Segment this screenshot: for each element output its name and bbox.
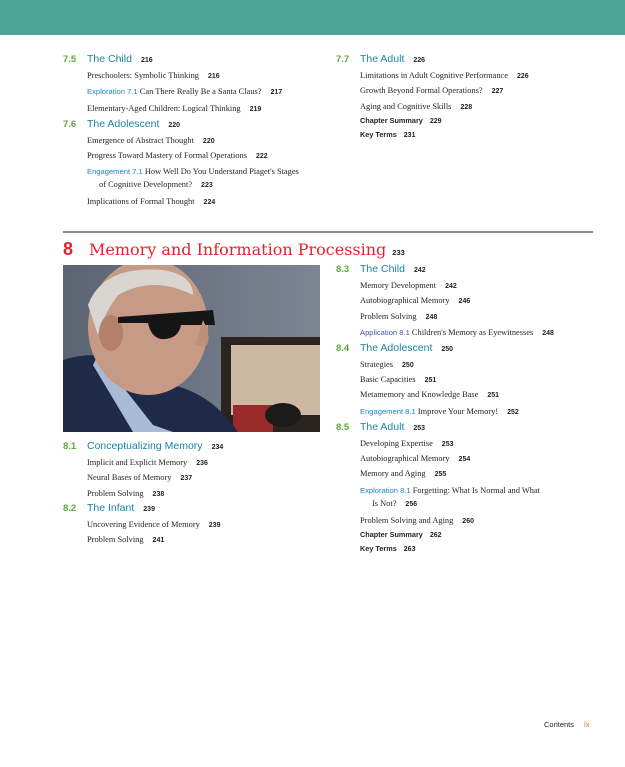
entry-page: 224: [203, 199, 216, 207]
section-number: 8.3: [336, 264, 350, 275]
toc-section[interactable]: [63, 502, 323, 517]
entry-page: 246: [458, 298, 471, 306]
chapter-title: Memory and Information Processing: [89, 240, 387, 259]
section-page: 234: [211, 444, 224, 451]
section-title: The Infant: [87, 501, 135, 514]
entry-page: 238: [152, 490, 165, 498]
entry-page: 228: [460, 103, 473, 111]
entry-text: Developing Expertise: [360, 438, 433, 448]
section-number: 8.4: [336, 342, 350, 354]
toc-entry[interactable]: [63, 133, 333, 148]
section-page: 242: [413, 267, 426, 274]
entry-text: Neural Bases of Memory: [87, 473, 172, 483]
toc-entry[interactable]: [336, 513, 616, 528]
section-page: 253: [413, 424, 426, 432]
toc-section[interactable]: [63, 440, 323, 455]
entry-text: Memory Development: [360, 281, 437, 290]
entry-text: Key Terms: [360, 130, 397, 140]
section-title: The Adolescent: [87, 117, 160, 130]
entry-text: Uncovering Evidence of Memory: [87, 519, 200, 529]
feature-label: Engagement 8.1: [360, 406, 416, 416]
entry-page: 250: [402, 361, 414, 369]
chapter-heading[interactable]: [63, 239, 405, 260]
toc-entry[interactable]: [336, 357, 616, 372]
entry-page: 256: [405, 500, 418, 508]
toc-feature-entry[interactable]: [336, 484, 616, 511]
page-footer: [544, 720, 590, 729]
section-page: 220: [168, 121, 181, 129]
entry-page: 251: [487, 392, 500, 400]
toc-entry[interactable]: [63, 532, 323, 547]
toc-entry[interactable]: [336, 83, 606, 98]
toc-section[interactable]: [336, 263, 616, 278]
entry-page: 220: [202, 137, 215, 145]
toc-entry[interactable]: [336, 278, 616, 293]
feature-text: Children's Memory as Eyewitnesses: [411, 327, 534, 337]
entry-text: Preschoolers: Symbolic Thinking: [87, 71, 199, 80]
entry-page: 222: [255, 152, 268, 160]
section-page: 239: [143, 505, 155, 513]
toc-entry[interactable]: [336, 68, 606, 83]
toc-section[interactable]: [336, 342, 616, 357]
entry-text: Autobiographical Memory: [360, 296, 450, 306]
entry-page: 255: [434, 471, 447, 479]
entry-page: 248: [542, 329, 554, 337]
toc-feature-entry[interactable]: [63, 85, 333, 99]
entry-page: 242: [445, 283, 457, 290]
toc-column-chapter7-right: [336, 52, 606, 143]
entry-text: Limitations in Adult Cognitive Performance: [360, 71, 508, 80]
toc-entry[interactable]: [63, 470, 323, 485]
toc-feature-entry[interactable]: [336, 405, 616, 419]
toc-column-chapter8-left: [63, 439, 323, 547]
feature-text: How Well Do You Understand Piaget's Stages: [144, 167, 299, 177]
toc-entry[interactable]: [63, 194, 333, 209]
entry-text: Progress Toward Mastery of Formal Operations: [87, 150, 247, 160]
toc-section[interactable]: [336, 53, 606, 68]
chapter-number: 8: [63, 239, 74, 259]
toc-entry[interactable]: [336, 372, 616, 387]
entry-text: Problem Solving and Aging: [360, 515, 454, 525]
section-title: The Adolescent: [360, 341, 433, 354]
entry-text: Chapter Summary: [360, 529, 423, 539]
entry-page: 248: [425, 313, 438, 321]
entry-page: 237: [180, 475, 193, 483]
entry-page: 226: [516, 73, 529, 80]
feature-label: Exploration 8.1: [360, 485, 411, 495]
section-title: The Child: [87, 53, 132, 65]
section-title: The Adult: [360, 53, 405, 65]
section-number: 8.1: [63, 441, 77, 452]
entry-text: Implicit and Explicit Memory: [87, 458, 188, 467]
entry-page: 262: [429, 531, 442, 539]
feature-label: Application 8.1: [360, 327, 410, 337]
section-title: The Adult: [360, 420, 405, 433]
feature-label: Exploration 7.1: [87, 87, 138, 97]
toc-column-chapter8-right: [336, 262, 616, 557]
toc-section[interactable]: [63, 53, 333, 68]
entry-text: Key Terms: [360, 544, 397, 554]
section-number: 8.2: [63, 502, 77, 514]
entry-text: Strategies: [360, 359, 394, 369]
toc-feature-entry[interactable]: [336, 326, 616, 340]
entry-page: 251: [424, 377, 437, 385]
feature-text-continued: [87, 178, 333, 192]
feature-text-continued: [360, 497, 616, 511]
toc-entry[interactable]: [63, 517, 323, 532]
toc-entry[interactable]: [63, 68, 333, 83]
toc-entry-bold[interactable]: [336, 128, 606, 143]
entry-text: Problem Solving: [87, 488, 144, 498]
chapter-page: 233: [392, 248, 405, 257]
entry-text: Basic Capacities: [360, 375, 416, 385]
toc-section[interactable]: [63, 118, 333, 133]
toc-entry[interactable]: [63, 486, 323, 501]
entry-page: 216: [207, 73, 220, 80]
entry-page: 263: [403, 546, 416, 554]
entry-page: 217: [270, 89, 283, 97]
entry-text: Aging and Cognitive Skills: [360, 101, 452, 111]
section-number: 7.6: [63, 118, 77, 130]
section-number: 8.5: [336, 421, 350, 433]
entry-page: 236: [196, 460, 208, 467]
section-page: 216: [140, 57, 153, 64]
entry-text: Elementary-Aged Children: Logical Thinking: [87, 104, 241, 114]
section-title: Conceptualizing Memory: [87, 440, 203, 452]
toc-entry[interactable]: [336, 436, 616, 451]
entry-text: Chapter Summary: [360, 115, 423, 125]
entry-page: 229: [429, 117, 442, 125]
entry-text: Growth Beyond Formal Operations?: [360, 86, 483, 96]
feature-text: Can There Really Be a Santa Claus?: [139, 87, 262, 97]
toc-column-chapter7-left: [63, 52, 333, 209]
entry-page: 223: [201, 182, 213, 190]
toc-section[interactable]: [336, 421, 616, 436]
toc-entry[interactable]: [336, 293, 616, 308]
entry-page: 254: [458, 456, 471, 464]
header-bar: [0, 0, 625, 35]
entry-text: Memory and Aging: [360, 469, 426, 479]
toc-entry[interactable]: [336, 99, 606, 114]
entry-page: 241: [152, 537, 165, 545]
toc-entry[interactable]: [63, 148, 333, 163]
section-page: 250: [441, 345, 454, 353]
entry-page: 227: [491, 88, 504, 96]
entry-page: 231: [403, 132, 416, 140]
toc-entry-bold[interactable]: [336, 542, 616, 557]
toc-entry[interactable]: [336, 451, 616, 466]
entry-page: 253: [441, 440, 454, 448]
section-number: 7.7: [336, 54, 350, 65]
toc-entry-bold[interactable]: [336, 528, 616, 543]
toc-entry[interactable]: [63, 101, 333, 116]
elderly-man-photo-icon: [63, 265, 320, 432]
toc-feature-entry[interactable]: [63, 165, 333, 192]
chapter-photo: [63, 265, 320, 432]
entry-text: Autobiographical Memory: [360, 454, 450, 464]
feature-text-cont: Is Not?: [372, 498, 397, 508]
footer-page-number: ix: [584, 720, 590, 729]
entry-text: Metamemory and Knowledge Base: [360, 390, 479, 400]
toc-entry[interactable]: [63, 455, 323, 470]
entry-page: 252: [507, 408, 519, 416]
entry-page: 239: [208, 521, 221, 529]
toc-entry[interactable]: [336, 387, 616, 402]
entry-page: 219: [249, 106, 262, 114]
footer-label: Contents: [544, 720, 575, 729]
entry-page: 260: [462, 517, 474, 525]
toc-entry-bold[interactable]: [336, 114, 606, 129]
feature-text: Forgetting: What Is Normal and What: [412, 485, 540, 495]
section-title: The Child: [360, 263, 405, 275]
feature-text-cont: of Cognitive Development?: [99, 180, 193, 190]
entry-text: Problem Solving: [87, 535, 144, 545]
section-page: 226: [413, 57, 426, 64]
entry-text: Problem Solving: [360, 311, 417, 321]
feature-label: Engagement 7.1: [87, 167, 143, 177]
entry-text: Implications of Formal Thought: [87, 197, 195, 207]
entry-text: Emergence of Abstract Thought: [87, 135, 194, 145]
toc-entry[interactable]: [336, 309, 616, 324]
feature-text: Improve Your Memory!: [417, 406, 499, 416]
chapter-divider: [63, 231, 593, 233]
toc-entry[interactable]: [336, 466, 616, 481]
section-number: 7.5: [63, 54, 77, 65]
